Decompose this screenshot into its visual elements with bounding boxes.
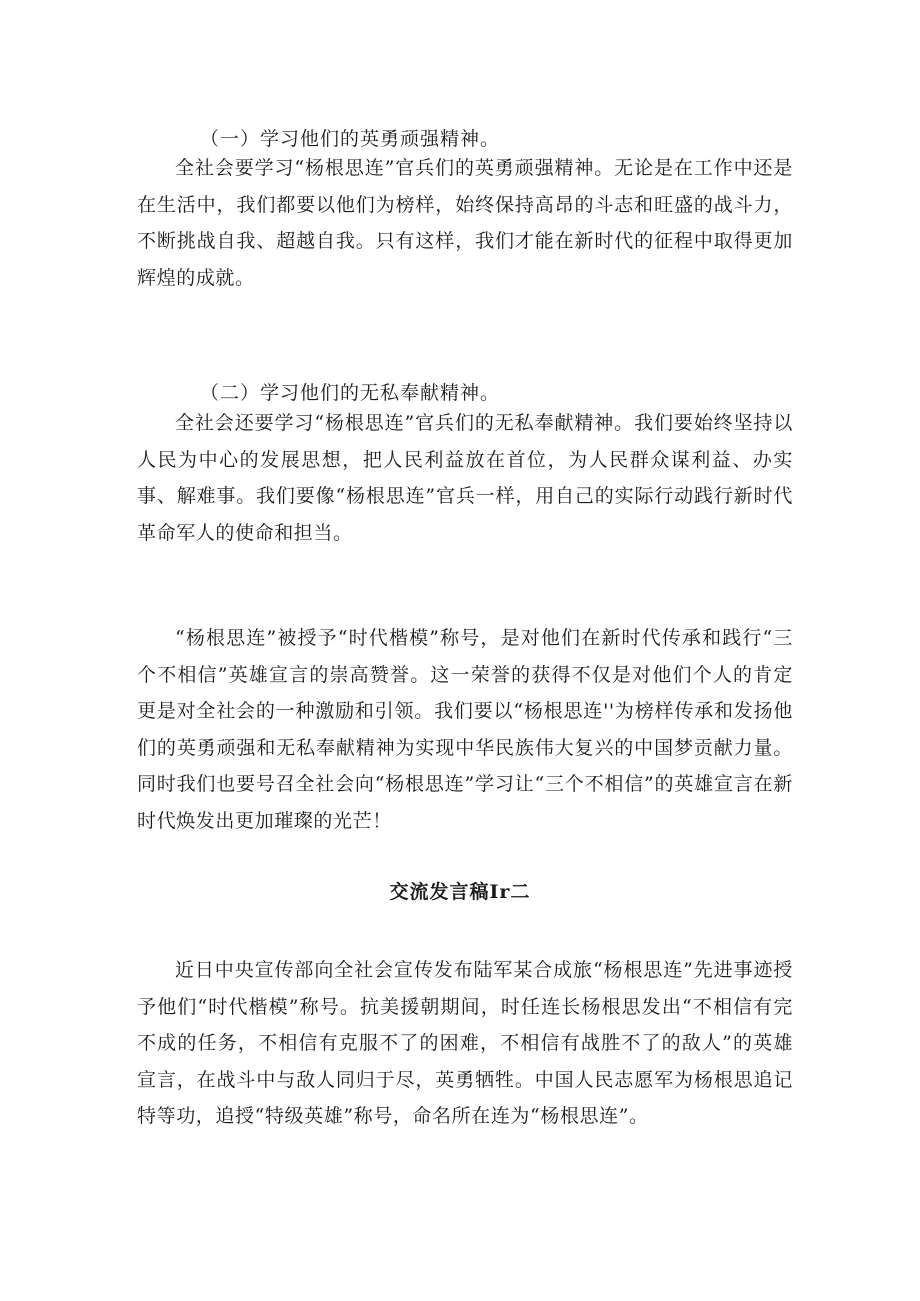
section-heading-1: （一）学习他们的英勇顽强精神。 xyxy=(200,128,501,150)
paragraph-heroic-spirit: 全社会要学习“杨根思连”官兵们的英勇顽强精神。无论是在工作中还是在生活中，我们都要以他们为榜样，始终保持高昂的斗志和旺盛的战斗力，不断挑战自我、超越自我。只有这样，我们才能在新时代的征程中取得更加辉煌的成就。 xyxy=(137,157,793,289)
speech-title: 交流发言稿Ir二 xyxy=(389,881,531,903)
paragraph-selfless-spirit: 全社会还要学习“杨根思连”官兵们的无私奉献精神。我们要始终坚持以人民为中心的发展思想，把人民利益放在首位，为人民群众谋利益、办实事、解难事。我们要像“杨根思连”官兵一样，用自己的实际行动践行新时代革命军人的使命和担当。 xyxy=(137,412,793,544)
section-heading-2: （二）学习他们的无私奉献精神。 xyxy=(200,382,501,404)
paragraph-conclusion: “杨根思连”被授予“时代楷模”称号，是对他们在新时代传承和践行“三个不相信”英雄宣言的崇高赞誉。这一荣誉的获得不仅是对他们个人的肯定更是对全社会的一种激励和引领。我们要以“杨根思连''为榜样传承和发扬他们的英勇顽强和无私奉献精神为实现中华民族伟大复兴的中国梦贡献力量。同时我们也要号召全社会向“杨根思连”学习让“三个不相信”的英雄宣言在新时代焕发出更加璀璨的光芒！ xyxy=(137,627,793,832)
paragraph-speech-intro: 近日中央宣传部向全社会宣传发布陆军某合成旅“杨根思连”先进事迹授予他们“时代楷模”称号。抗美援朝期间，时任连长杨根思发出“不相信有完不成的任务，不相信有克服不了的困难，不相信有战胜不了的敌人”的英雄宣言，在战斗中与敌人同归于尽，英勇牺牲。中国人民志愿军为杨根思追记特等功，追授“特级英雄”称号，命名所在连为“杨根思连”。 xyxy=(137,959,793,1127)
